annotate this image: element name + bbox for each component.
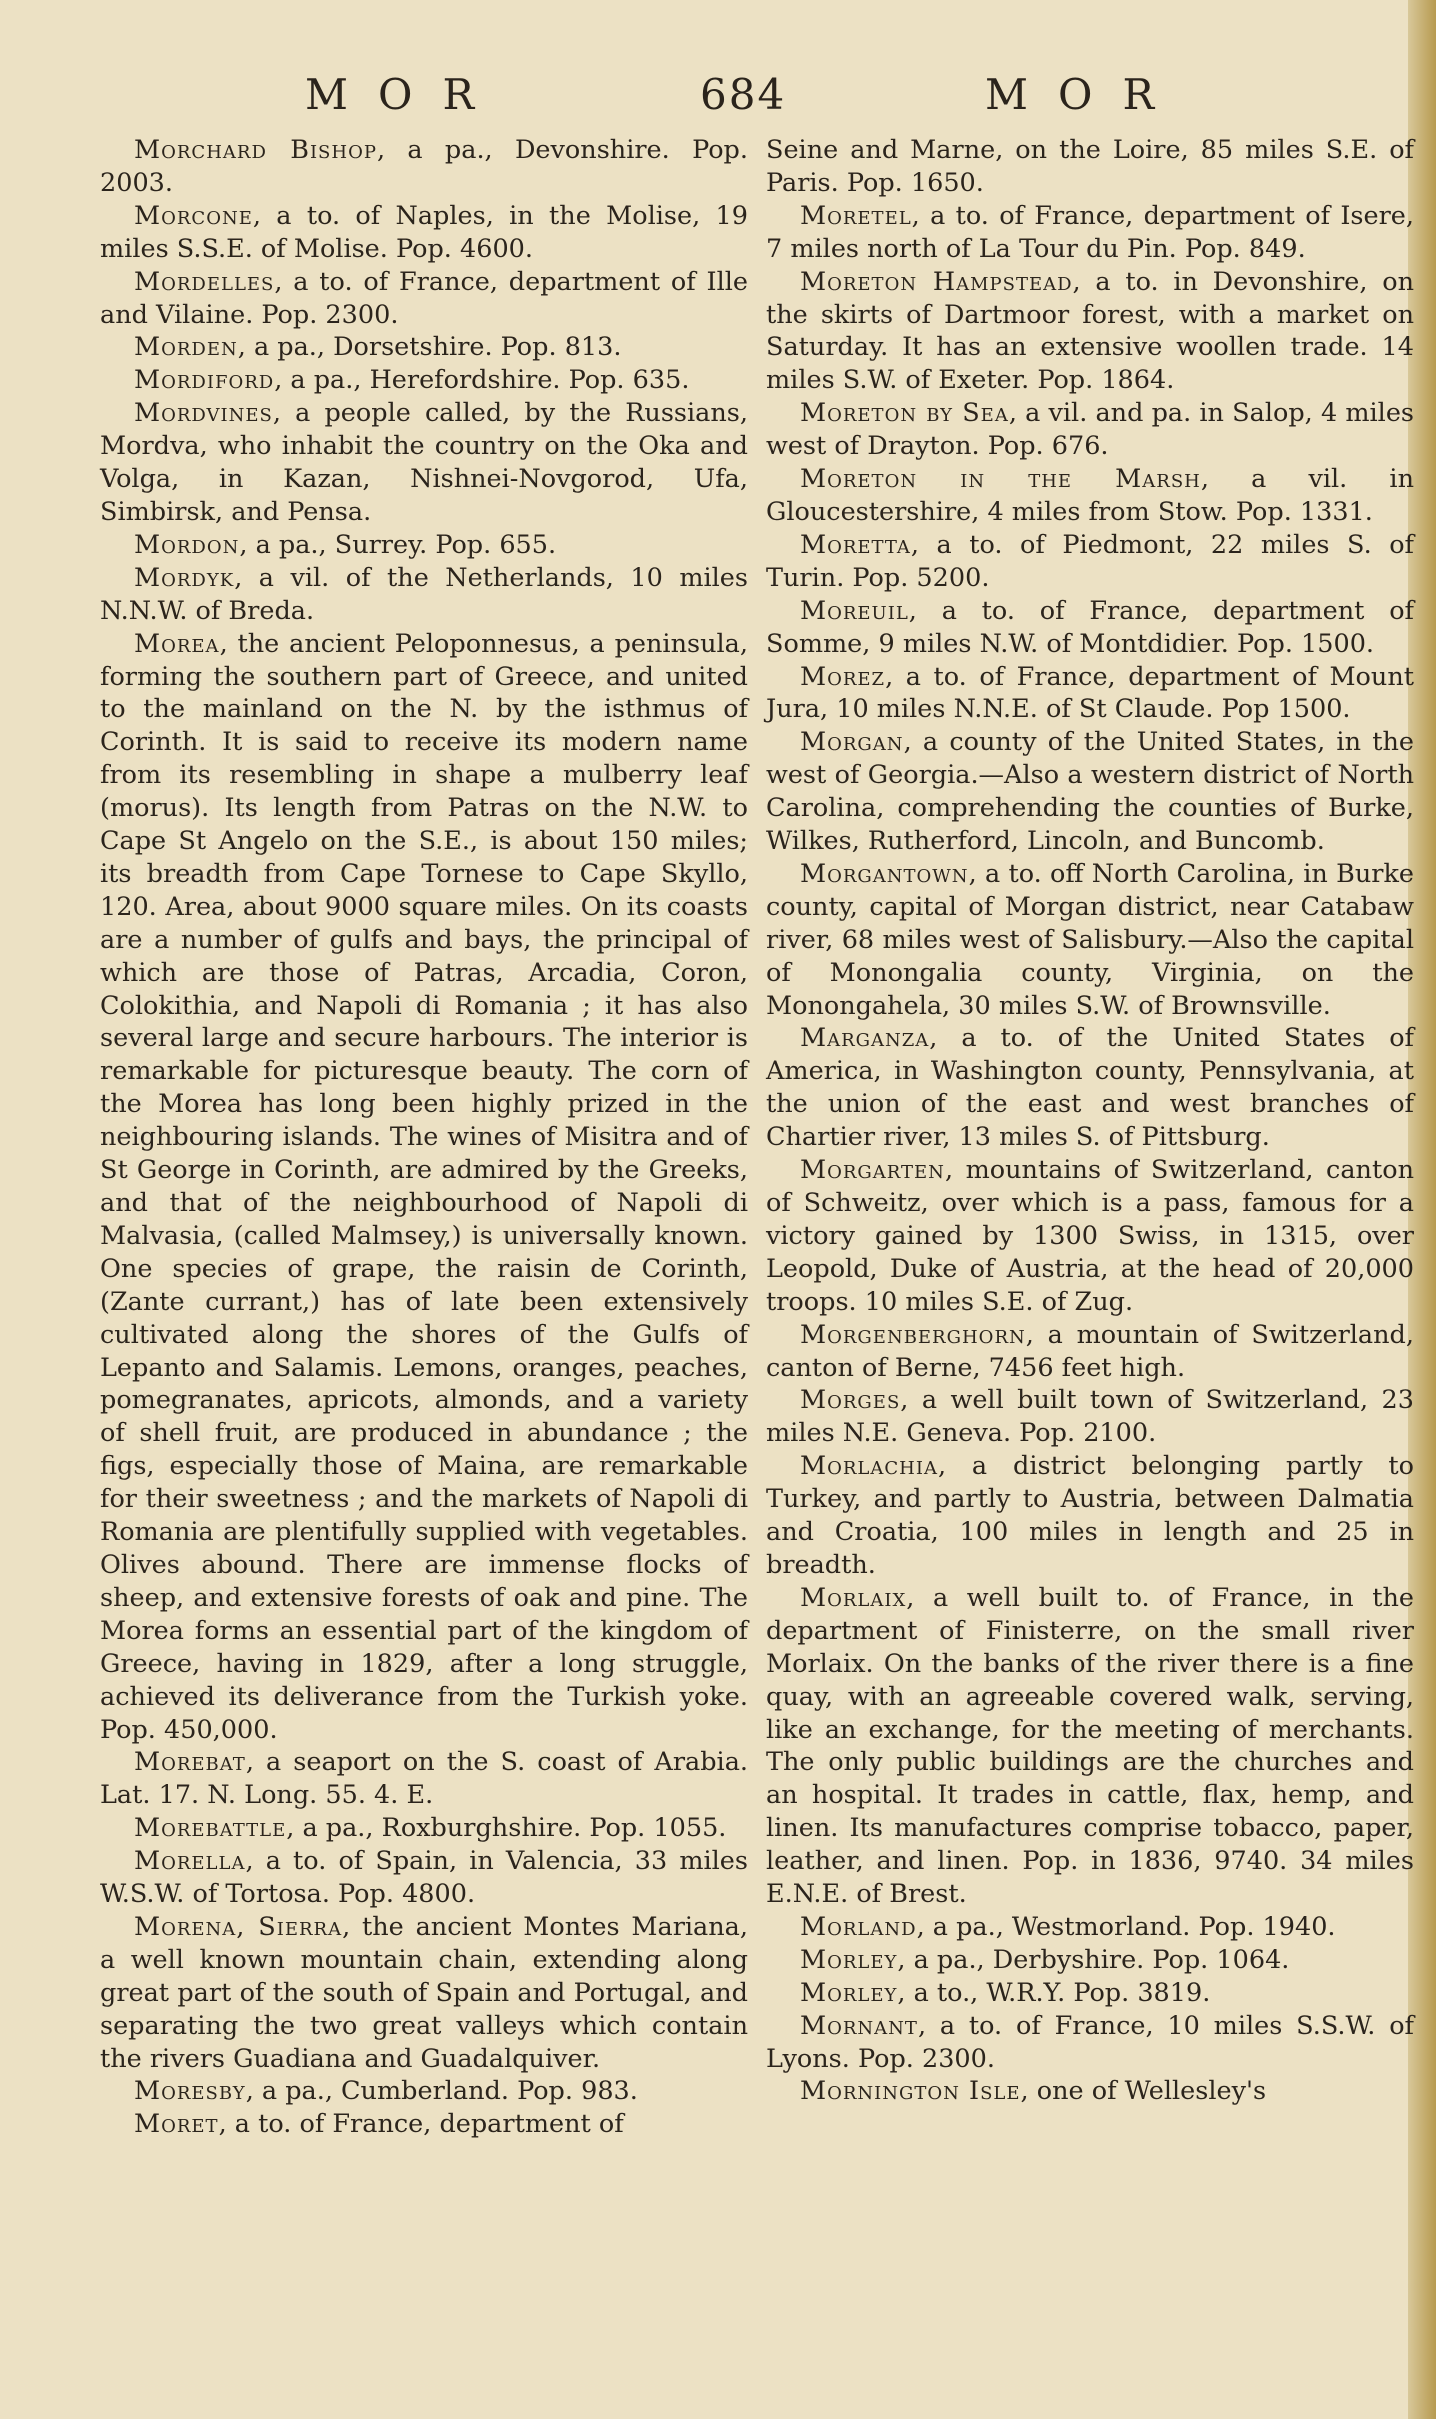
dictionary-entry bbox=[100, 364, 748, 397]
entry-text: , a people called, by the Russians, Mordva, who inhabit the country on the Oka and Volga, in Kazan, Nishnei-Novgorod, Ufa, Simbirsk, and Pensa. bbox=[100, 398, 748, 527]
entry-text: , a to. of France, department of Mount Jura, 10 miles N.N.E. of St Claude. Pop 1500. bbox=[766, 661, 1414, 725]
entry-headword: Morgan bbox=[800, 727, 904, 758]
entry-text: , one of Wellesley's bbox=[1020, 2076, 1267, 2107]
dictionary-entry bbox=[100, 1812, 748, 1845]
entry-text: , a pa., Surrey. Pop. 655. bbox=[239, 529, 557, 560]
dictionary-entry bbox=[766, 463, 1414, 529]
entry-headword: Moreuil bbox=[800, 595, 909, 626]
entry-headword: Moreton in the Marsh bbox=[800, 464, 1201, 495]
entry-text: , the ancient Montes Mariana, a well known mountain chain, extending along great part of the south of Spain and Portugal, and separating the two great valleys which contain the rivers Guadiana and Guadalquiver. bbox=[100, 1911, 748, 2074]
entry-headword: Morgantown bbox=[800, 858, 969, 889]
dictionary-entry bbox=[100, 331, 748, 364]
entry-headword: Mordiford bbox=[134, 365, 275, 396]
entry-text: , a to. of the United States of America, in Washington county, Pennsylvania, at the union of the east and west branches of Chartier river, 13 miles S. of Pittsburg. bbox=[766, 1023, 1414, 1153]
dictionary-entry bbox=[766, 595, 1414, 661]
entry-headword: Morley bbox=[800, 1977, 898, 2008]
entry-text: , a seaport on the S. coast of Arabia. Lat. 17. N. Long. 55. 4. E. bbox=[100, 1747, 748, 1811]
entry-text: , a to. of France, department of bbox=[218, 2109, 624, 2140]
entry-text: , a to., W.R.Y. Pop. 3819. bbox=[897, 1977, 1211, 2008]
entry-text: , a pa., Herefordshire. Pop. 635. bbox=[274, 365, 690, 396]
dictionary-entry bbox=[766, 266, 1414, 398]
entry-headword: Morlachia bbox=[800, 1451, 938, 1482]
entry-headword: Morena, Sierra bbox=[134, 1911, 343, 1942]
entry-headword: Moreton Hampstead bbox=[800, 266, 1073, 297]
dictionary-entry bbox=[766, 1319, 1414, 1385]
dictionary-entry bbox=[100, 529, 748, 562]
dictionary-entry bbox=[100, 200, 748, 266]
entry-text: , a to. of Naples, in the Molise, 19 miles S.S.E. of Molise. Pop. 4600. bbox=[100, 200, 748, 264]
entry-headword: Morea bbox=[134, 628, 220, 659]
dictionary-entry bbox=[766, 1944, 1414, 1977]
dictionary-entry bbox=[766, 1977, 1414, 2010]
dictionary-entry bbox=[766, 1154, 1414, 1319]
dictionary-entry bbox=[766, 529, 1414, 595]
entry-headword: Moret bbox=[134, 2109, 219, 2140]
dictionary-entry bbox=[766, 134, 1414, 200]
entry-text: , a county of the United States, in the west of Georgia.—Also a western district of North Carolina, comprehending the counties of Burke, Wilkes, Rutherford, Lincoln, and Buncomb. bbox=[766, 727, 1414, 857]
entry-headword: Morley bbox=[800, 1944, 898, 1975]
dictionary-entry bbox=[100, 1911, 748, 2076]
entry-headword: Morchard Bishop bbox=[134, 135, 377, 165]
dictionary-entry bbox=[100, 1845, 748, 1911]
entry-headword: Mordelles bbox=[134, 266, 275, 297]
entry-text: , a to. in Devonshire, on the skirts of Dartmoor forest, with a market on Saturday. It has an extensive woollen trade. 14 miles S.W. of Exeter. Pop. 1864. bbox=[766, 266, 1414, 396]
dictionary-entry bbox=[766, 1582, 1414, 1911]
entry-text: , a to. of France, department of Somme, 9 miles N.W. of Montdidier. Pop. 1500. bbox=[766, 595, 1414, 659]
dictionary-entry bbox=[766, 1911, 1414, 1944]
entry-headword: Morcone bbox=[134, 200, 253, 231]
entry-headword: Morland bbox=[800, 1911, 917, 1942]
dictionary-entry bbox=[766, 1022, 1414, 1154]
entry-text: , a pa., Roxburghshire. Pop. 1055. bbox=[286, 1813, 727, 1844]
entry-text: , the ancient Peloponnesus, a peninsula, forming the southern part of Greece, and united to the mainland on the N. by the isthmus of Corinth. It is said to receive its modern name from its resembling in shape a mulberry leaf (morus). Its length from Patras on the N.W. to Cape St Angelo on the S.E., is about 150 miles; its breadth from Cape Tornese to Cape Skyllo, 120. Area, about 9000 square miles. On its coasts are a number of gulfs and bays, the principal of which are those of Patras, Arcadia, Coron, Colokithia, and Napoli di Romania ; it has also several large and secure harbours. The interior is remarkable for picturesque beauty. The corn of the Morea has long been highly prized in the neighbouring islands. The wines of Misitra and of St George in Corinth, are admired by the Greeks, and that of the neighbourhood of Napoli di Malvasia, (called Malmsey,) is universally known. One species of grape, the raisin de Corinth, (Zante currant,) has of late been extensively cultivated along the shores of the Gulfs of Lepanto and Salamis. Lemons, oranges, peaches, pomegranates, apricots, almonds, and a variety of shell fruit, are produced in abundance ; the figs, especially those of Maina, are remarkable for their sweetness ; and the markets of Napoli di Romania are plentifully supplied with vegetables. Olives abound. There are immense flocks of sheep, and extensive forests of oak and pine. The Morea forms an essential part of the kingdom of Greece, having in 1829, after a long struggle, achieved its deliverance from the Turkish yoke. Pop. 450,000. bbox=[100, 628, 748, 1745]
right-column bbox=[766, 134, 1414, 2108]
entry-text: , a pa., Cumberland. Pop. 983. bbox=[245, 2076, 638, 2107]
entry-text: , a to. of Piedmont, 22 miles S. of Turin. Pop. 5200. bbox=[766, 529, 1414, 593]
entry-headword: Morden bbox=[134, 332, 238, 363]
entry-text: , a well built to. of France, in the department of Finisterre, on the small river Morlaix. On the banks of the river there is a fine quay, with an agreeable covered walk, serving, like an exchange, for the meeting of merchants. The only public buildings are the churches and an hospital. It trades in cattle, flax, hemp, and linen. Its manufactures comprise tobacco, paper, leather, and linen. Pop. in 1836, 9740. 34 miles E.N.E. of Brest. bbox=[766, 1582, 1414, 1910]
dictionary-entry bbox=[766, 858, 1414, 1023]
entry-headword: Mornant bbox=[800, 2010, 918, 2041]
entry-headword: Moretta bbox=[800, 529, 911, 560]
entry-text: , a mountain of Switzerland, canton of Berne, 7456 feet high. bbox=[766, 1319, 1414, 1383]
entry-text: , a to. of France, department of Ille and Vilaine. Pop. 2300. bbox=[100, 266, 748, 330]
entry-headword: Morges bbox=[800, 1385, 901, 1416]
entry-headword: Mordvines bbox=[134, 398, 273, 429]
entry-text: , a pa., Derbyshire. Pop. 1064. bbox=[897, 1944, 1290, 1975]
header-right-word: MOR bbox=[985, 70, 1185, 119]
entry-headword: Moresby bbox=[134, 2076, 246, 2107]
running-header bbox=[0, 70, 1400, 130]
dictionary-entry bbox=[100, 628, 748, 1747]
entry-text: , a vil. in Gloucestershire, 4 miles from Stow. Pop. 1331. bbox=[766, 464, 1414, 527]
entry-headword: Morella bbox=[134, 1846, 246, 1877]
entry-headword: Morlaix bbox=[800, 1582, 907, 1613]
dictionary-entry bbox=[766, 1384, 1414, 1450]
entry-headword: Moretel bbox=[800, 200, 912, 231]
entry-text: , a vil. of the Netherlands, 10 miles N.N.W. of Breda. bbox=[100, 562, 748, 626]
page-number: 684 bbox=[700, 70, 787, 119]
entry-text: , a district belonging partly to Turkey, and partly to Austria, between Dalmatia and Croatia, 100 miles in length and 25 in breadth. bbox=[766, 1451, 1414, 1580]
entry-text: , a well built town of Switzerland, 23 miles N.E. Geneva. Pop. 2100. bbox=[766, 1385, 1414, 1449]
entry-text: , a pa., Westmorland. Pop. 1940. bbox=[916, 1911, 1336, 1942]
dictionary-entry bbox=[766, 397, 1414, 463]
dictionary-entry bbox=[766, 1450, 1414, 1582]
entry-headword: Mornington Isle bbox=[800, 2076, 1021, 2107]
left-column bbox=[100, 134, 748, 2141]
entry-text: , a to. of France, 10 miles S.S.W. of Lyons. Pop. 2300. bbox=[766, 2010, 1414, 2074]
dictionary-entry bbox=[100, 1746, 748, 1812]
header-left-word: MOR bbox=[305, 70, 505, 119]
dictionary-entry bbox=[100, 562, 748, 628]
dictionary-entry bbox=[766, 2010, 1414, 2076]
entry-text: Seine and Marne, on the Loire, 85 miles S.E. of Paris. Pop. 1650. bbox=[766, 135, 1414, 198]
entry-text: , a pa., Devonshire. Pop. 2003. bbox=[100, 135, 748, 198]
dictionary-entry bbox=[100, 266, 748, 332]
dictionary-entry bbox=[100, 2075, 748, 2108]
dictionary-entry bbox=[766, 200, 1414, 266]
dictionary-entry bbox=[100, 2108, 748, 2141]
dictionary-entry bbox=[100, 397, 748, 529]
entry-text: , mountains of Switzerland, canton of Schweitz, over which is a pass, famous for a victory gained by 1300 Swiss, in 1315, over Leopold, Duke of Austria, at the head of 20,000 troops. 10 miles S.E. of Zug. bbox=[766, 1155, 1414, 1317]
entry-headword: Morez bbox=[800, 661, 886, 692]
dictionary-entry bbox=[766, 726, 1414, 858]
entry-headword: Mordon bbox=[134, 529, 240, 560]
entry-headword: Mordyk bbox=[134, 562, 235, 593]
entry-text: , a to. off North Carolina, in Burke county, capital of Morgan district, near Catabaw river, 68 miles west of Salisbury.—Also the capital of Monongalia county, Virginia, on the Monongahela, 30 miles S.W. of Brownsville. bbox=[766, 858, 1414, 1021]
dictionary-entry bbox=[766, 2075, 1414, 2108]
entry-text: , a to. of Spain, in Valencia, 33 miles W.S.W. of Tortosa. Pop. 4800. bbox=[100, 1846, 748, 1910]
entry-headword: Morebat bbox=[134, 1747, 246, 1778]
entry-headword: Morebattle bbox=[134, 1813, 287, 1844]
dictionary-entry bbox=[100, 134, 748, 200]
entry-headword: Marganza bbox=[800, 1023, 930, 1054]
dictionary-entry bbox=[766, 661, 1414, 727]
entry-text: , a pa., Dorsetshire. Pop. 813. bbox=[237, 332, 622, 363]
entry-headword: Morgarten bbox=[800, 1155, 945, 1186]
entry-text: , a to. of France, department of Isere, 7 miles north of La Tour du Pin. Pop. 849. bbox=[766, 200, 1414, 264]
entry-text: , a vil. and pa. in Salop, 4 miles west of Drayton. Pop. 676. bbox=[766, 398, 1415, 462]
entry-headword: Moreton by Sea bbox=[800, 398, 1009, 429]
entry-headword: Morgenberghorn bbox=[800, 1319, 1026, 1350]
